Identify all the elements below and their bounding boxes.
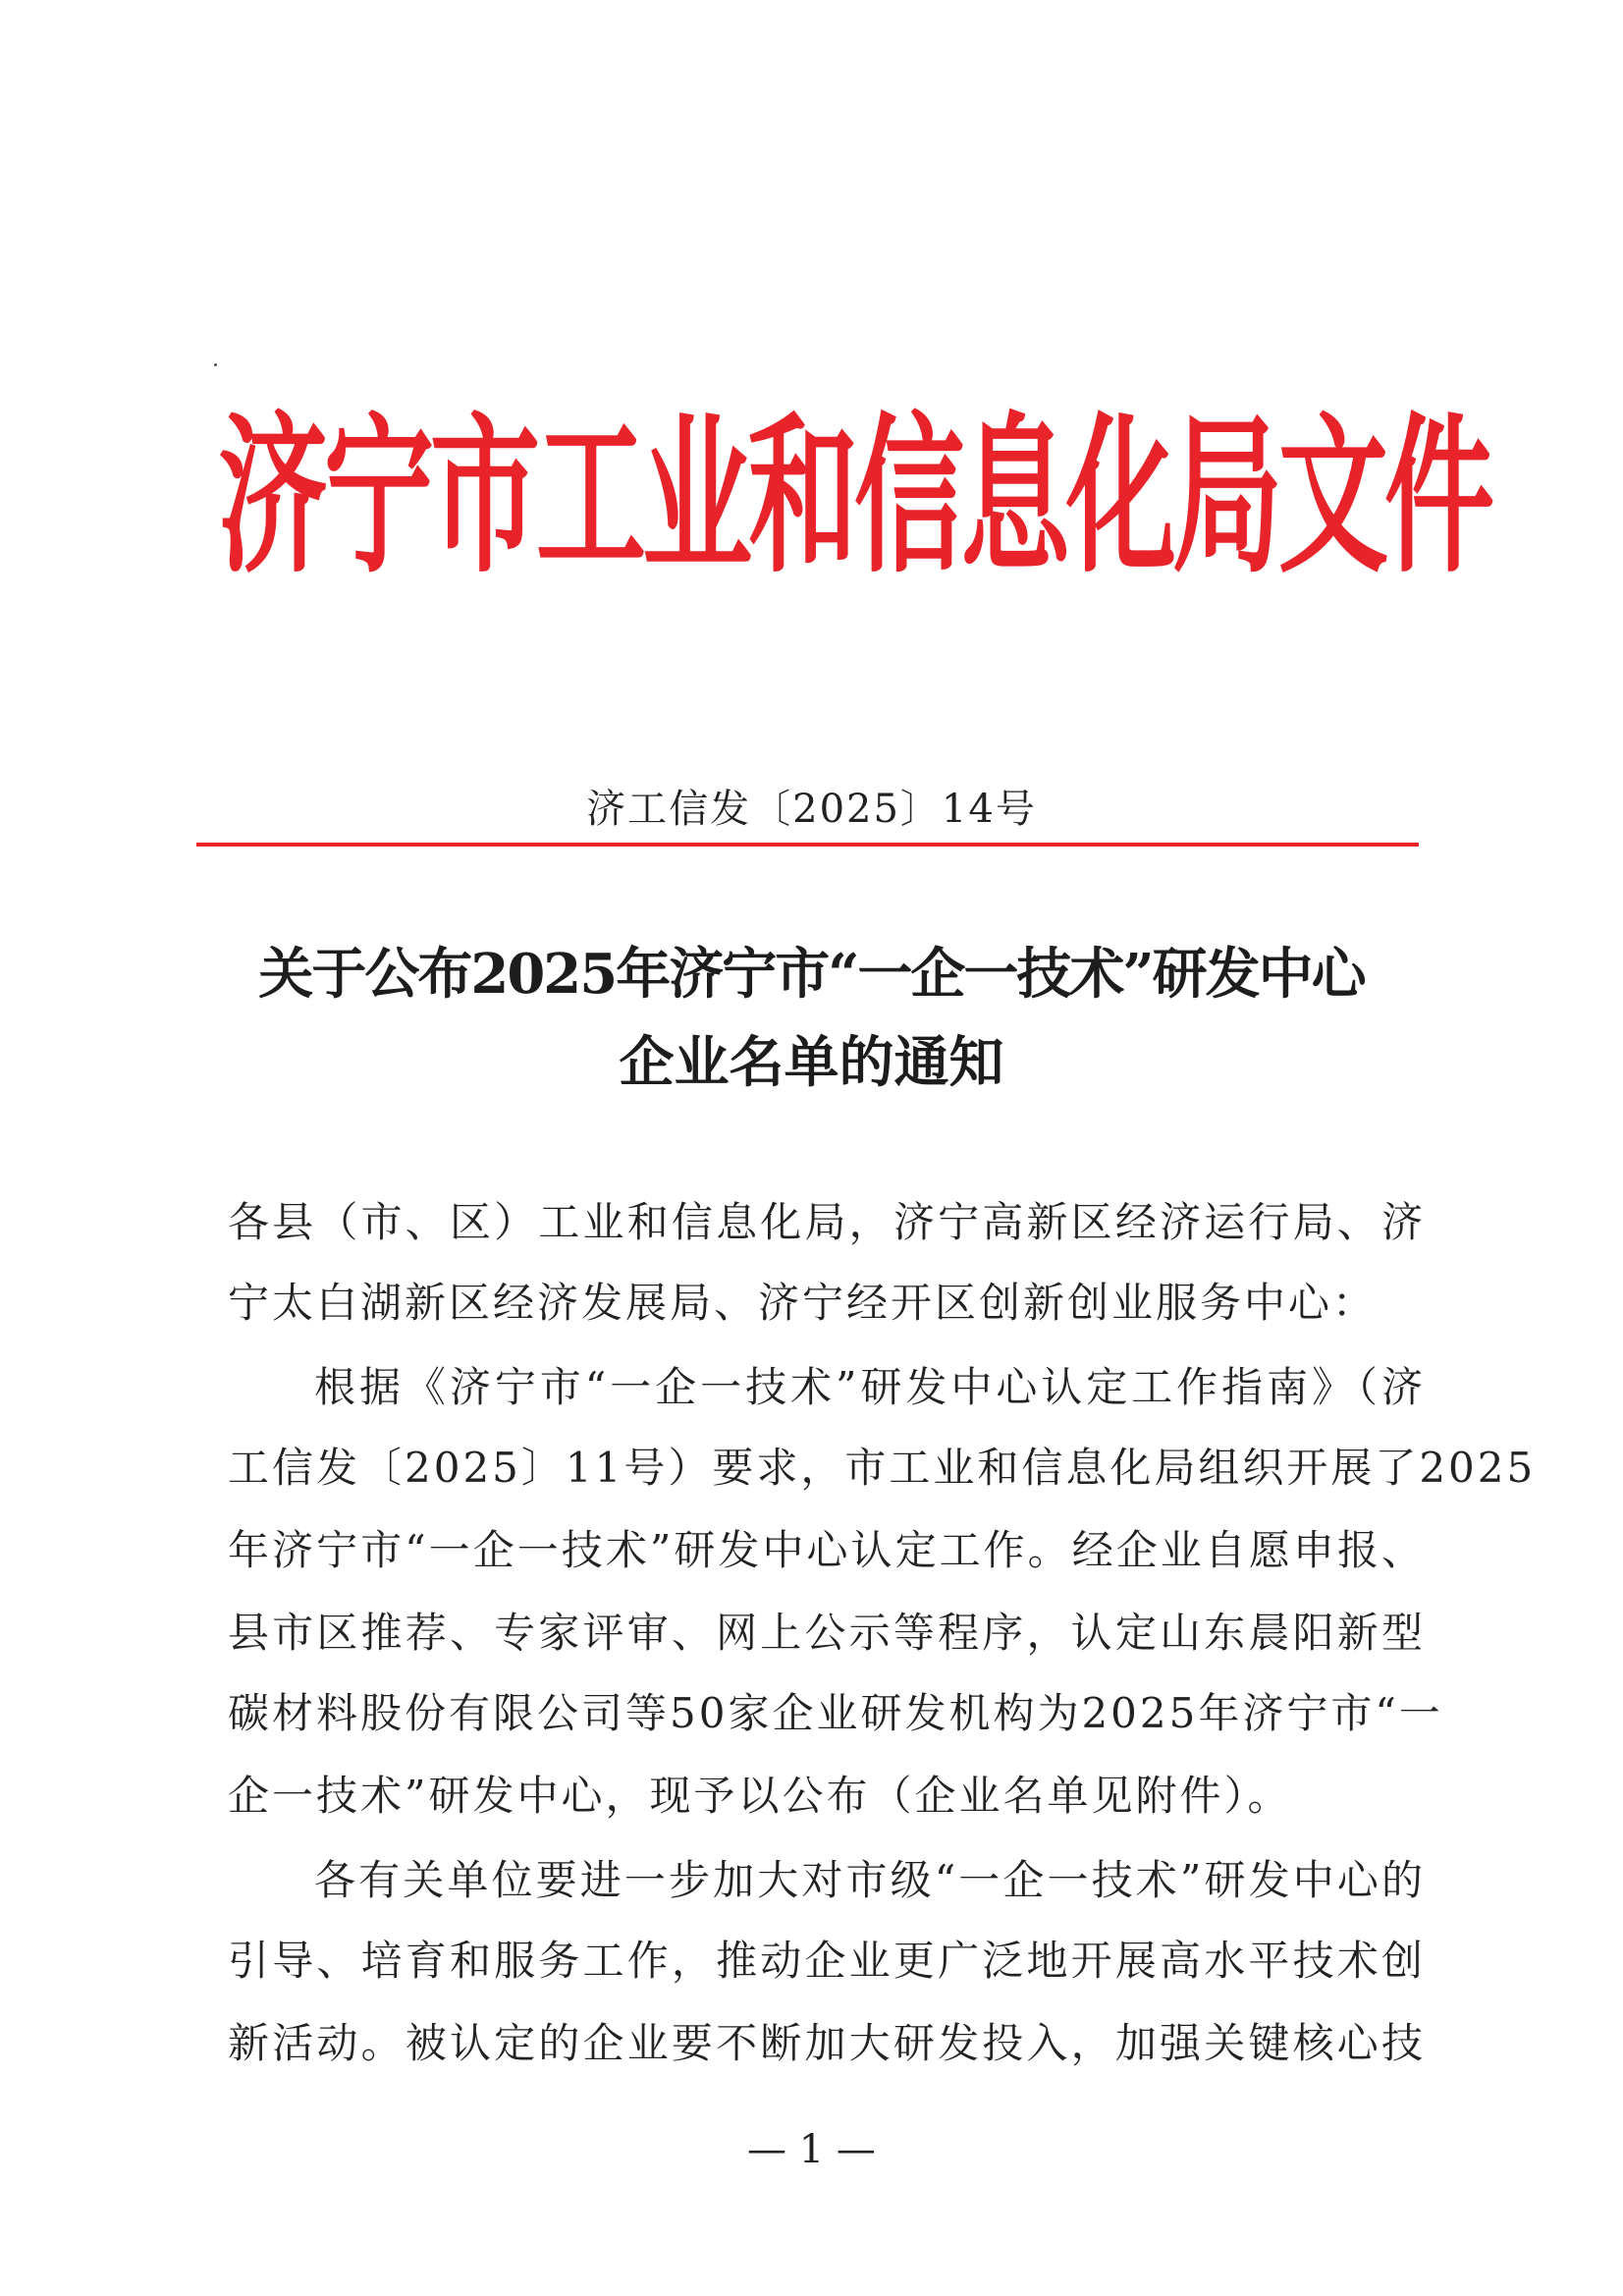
notice-title-line-1: 关于公布2025年济宁市“一企一技术”研发中心: [258, 942, 1365, 1007]
document-number: 济工信发〔2025〕14号: [586, 787, 1037, 832]
body-line: 工信发〔2025〕11号）要求，市工业和信息化局组织开展了2025: [228, 1444, 1537, 1492]
body-line: 新活动。被认定的企业要不断加大研发投入，加强关键核心技: [228, 2019, 1426, 2067]
red-divider-line: [196, 843, 1419, 847]
body-line: 年济宁市“一企一技术”研发中心认定工作。经企业自愿申报、: [228, 1526, 1426, 1574]
body-line: 各县（市、区）工业和信息化局，济宁高新区经济运行局、济: [228, 1198, 1426, 1246]
page-number: — 1 —: [747, 2127, 876, 2172]
issuer-header-title: 济宁市工业和信息化局文件: [218, 399, 1490, 597]
body-line: 引导、培育和服务工作，推动企业更广泛地开展高水平技术创: [228, 1937, 1426, 1985]
scan-speck: [214, 363, 217, 366]
body-line: 各有关单位要进一步加大对市级“一企一技术”研发中心的: [314, 1856, 1426, 1904]
notice-title-line-2: 企业名单的通知: [619, 1030, 1004, 1095]
body-line: 宁太白湖新区经济发展局、济宁经开区创新创业服务中心：: [228, 1279, 1378, 1327]
body-line: 企一技术”研发中心，现予以公布（企业名单见附件）。: [228, 1772, 1292, 1820]
body-line: 县市区推荐、专家评审、网上公示等程序，认定山东晨阳新型: [228, 1609, 1426, 1657]
body-line: 根据《济宁市“一企一技术”研发中心认定工作指南》（济: [314, 1363, 1426, 1411]
body-line: 碳材料股份有限公司等50家企业研发机构为2025年济宁市“一: [228, 1689, 1443, 1737]
